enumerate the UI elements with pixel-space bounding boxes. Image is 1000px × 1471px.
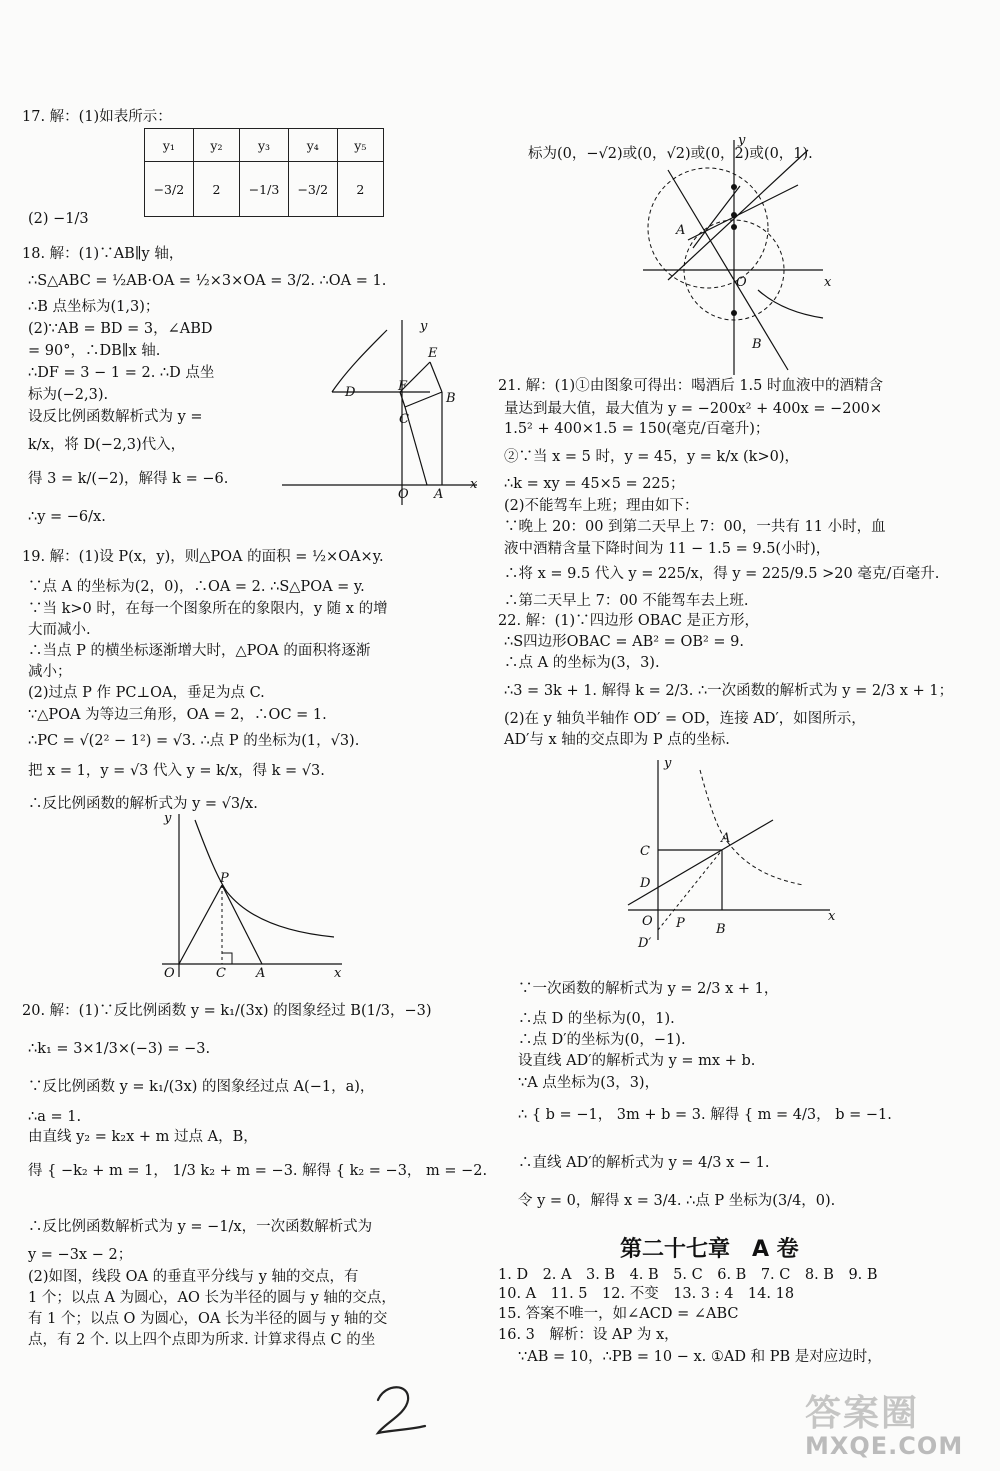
fig20-label: y [738, 133, 746, 148]
p18-line: (2)∵AB = BD = 3，∠ABD [28, 321, 213, 337]
p18-line: k/x，将 D(−2,3)代入， [28, 437, 186, 453]
value-table [144, 128, 384, 217]
p20-line: 有 1 个；以点 O 为圆心，OA 长为半径的圆与 y 轴的交 [28, 1311, 388, 1327]
p22-cont-line: ∴点 D 的坐标为(0，1). [518, 1011, 675, 1027]
p19-line: 19. 解：(1)设 P(x，y)，则△POA 的面积 = ½×OA×y. [22, 549, 384, 565]
handwritten-page-number [370, 1378, 430, 1438]
p22-line: AD′与 x 轴的交点即为 P 点的坐标. [504, 732, 730, 748]
handwritten-2-icon [370, 1378, 430, 1438]
p21-line: 量达到最大值，最大值为 y = −200x² + 400x = −200× [504, 401, 883, 417]
table-cell: −1/3 [240, 162, 289, 217]
p18-line: 设反比例函数解析式为 y = [28, 409, 203, 425]
p22-cont-line: ∵一次函数的解析式为 y = 2/3 x + 1， [518, 981, 779, 997]
p21-line: ∴k = xy = 45×5 = 225； [504, 476, 685, 492]
p18-line: 标为(−2,3). [28, 387, 109, 403]
fig18-label: D [345, 385, 356, 400]
p20-line: ∴k₁ = 3×1/3×(−3) = −3. [28, 1041, 211, 1057]
answer-line: ∵AB = 10，∴PB = 10 − x. ①AD 和 PB 是对应边时， [518, 1349, 882, 1365]
p20-continuation: 标为(0，−√2)或(0，√2)或(0，2)或(0，1). [528, 146, 813, 162]
table-cell: 2 [193, 162, 239, 217]
p20-line: (2)如图，线段 OA 的垂直平分线与 y 轴的交点，有 [28, 1269, 359, 1285]
p19-line: ∴反比例函数的解析式为 y = √3/x. [28, 796, 258, 812]
p18-line: 得 3 = k/(−2)，解得 k = −6. [28, 471, 229, 487]
p20-line: 由直线 y₂ = k₂x + m 过点 A，B， [28, 1129, 258, 1145]
answer-line: 10. A 11. 5 12. 不变 13. 3 : 4 14. 18 [498, 1286, 795, 1302]
p18-line: ∴B 点坐标为(1,3)； [28, 299, 160, 315]
fig18-label: x [470, 477, 478, 492]
watermark-logo: 答案圈 [805, 1393, 920, 1434]
fig19-label: O [164, 966, 175, 981]
fig19-label: C [216, 966, 226, 981]
fig18-label: F [398, 379, 408, 394]
p19-line: ∵△POA 为等边三角形，OA = 2，∴OC = 1. [28, 707, 327, 723]
p18-line: 18. 解：(1)∵AB∥y 轴， [22, 246, 184, 262]
fig22-label: x [828, 909, 836, 924]
p19-line: ∵当 k>0 时，在每一个图象所在的象限内，y 随 x 的增 [28, 601, 388, 617]
p22-line: (2)在 y 轴负半轴作 OD′ = OD，连接 AD′，如图所示， [504, 711, 866, 727]
fig19-label: A [256, 966, 266, 981]
problem-17-part2: (2) −1/3 [28, 211, 89, 227]
p18-line: ∴DF = 3 − 1 = 2. ∴D 点坐 [28, 365, 215, 381]
fig18-label: O [398, 487, 409, 502]
p22-line: ∴点 A 的坐标为(3，3). [504, 655, 660, 671]
fig19-label: y [164, 811, 172, 826]
p20-line: 20. 解：(1)∵反比例函数 y = k₁/(3x) 的图象经过 B(1/3，−3) [22, 1003, 432, 1019]
table-header: y₂ [193, 129, 239, 162]
p22-cont-line: ∴直线 AD′的解析式为 y = 4/3 x − 1. [518, 1155, 770, 1171]
p19-line: ∵点 A 的坐标为(2，0)，∴OA = 2. ∴S△POA = y. [28, 579, 365, 595]
fig22-label: A [721, 831, 731, 846]
fig20-label: B [752, 337, 762, 352]
fig20-label: x [824, 275, 832, 290]
p19-line: 减小； [28, 664, 72, 680]
table-cell: −3/2 [145, 162, 194, 217]
p21-line: ②∵当 x = 5 时，y = 45，y = k/x (k>0)， [504, 449, 799, 465]
fig18-label: y [420, 319, 428, 334]
p19-line: ∴PC = √(2² − 1²) = √3. ∴点 P 的坐标为(1，√3). [28, 733, 360, 749]
fig22-label: y [664, 756, 672, 771]
figure-18 [282, 320, 482, 510]
fig19-label: x [334, 966, 342, 981]
p22-line: 22. 解：(1)∵四边形 OBAC 是正方形， [498, 613, 760, 629]
p21-line: 1.5² + 400×1.5 = 150(毫克/百毫升)； [504, 421, 770, 437]
table-header: y₅ [337, 129, 383, 162]
fig18-label: E [428, 346, 438, 361]
fig20-label: O [736, 275, 747, 290]
fig22-label: P [676, 916, 685, 931]
p20-line: ∴a = 1. [28, 1109, 82, 1125]
table-header: y₄ [288, 129, 337, 162]
p19-line: (2)过点 P 作 PC⊥OA，垂足为点 C. [28, 685, 265, 701]
p22-cont-line: ∴点 D′的坐标为(0，−1). [518, 1032, 686, 1048]
table-cell: −3/2 [288, 162, 337, 217]
p22-cont-line: 令 y = 0，解得 x = 3/4. ∴点 P 坐标为(3/4，0). [518, 1193, 836, 1209]
p20-line: y = −3x − 2； [28, 1247, 133, 1263]
p22-cont-line: 设直线 AD′的解析式为 y = mx + b. [518, 1053, 756, 1069]
p22-cont-line: ∴ { b = −1， 3m + b = 3. 解得 { m = 4/3， b = −1. [518, 1107, 892, 1123]
p20-line: ∴反比例函数解析式为 y = −1/x，一次函数解析式为 [28, 1219, 373, 1235]
fig22-label: O [642, 914, 653, 929]
fig22-label: D [640, 876, 651, 891]
p21-line: 液中酒精含量下降时间为 11 − 1.5 = 9.5(小时)， [504, 541, 831, 557]
p18-line: ∴y = −6/x. [28, 509, 106, 525]
figure-20 [638, 130, 848, 380]
p20-line: 得 { −k₂ + m = 1， 1/3 k₂ + m = −3. 解得 { k₂ = −3， m = −2. [28, 1163, 488, 1179]
problem-17-title: 17. 解：(1)如表所示： [22, 109, 172, 125]
table-cell: 2 [337, 162, 383, 217]
answer-line: 16. 3 解析：设 AP 为 x， [498, 1327, 679, 1343]
p20-line: 点，有 2 个. 以上四个点即为所求. 计算求得点 C 的坐 [28, 1332, 376, 1348]
p20-line: ∵反比例函数 y = k₁/(3x) 的图象经过点 A(−1，a)， [28, 1079, 375, 1095]
fig22-label: B [716, 922, 726, 937]
watermark [805, 1385, 995, 1465]
p21-line: ∴将 x = 9.5 代入 y = 225/x，得 y = 225/9.5 >20 毫克/百毫升. [504, 566, 940, 582]
fig20-label: A [676, 223, 686, 238]
p19-line: 大而减小. [28, 622, 91, 638]
p22-cont-line: ∵A 点坐标为(3，3)， [518, 1075, 660, 1091]
p18-line: = 90°，∴DB∥x 轴. [28, 343, 161, 359]
p22-line: ∴S四边形OBAC = AB² = OB² = 9. [504, 634, 745, 650]
fig18-label: B [446, 391, 456, 406]
p22-line: ∴3 = 3k + 1. 解得 k = 2/3. ∴一次函数的解析式为 y = 2/3 x + 1； [504, 683, 954, 699]
fig18-label: C [399, 412, 409, 427]
table-header: y₁ [145, 129, 194, 162]
p19-line: 把 x = 1，y = √3 代入 y = k/x，得 k = √3. [28, 763, 325, 779]
p21-line: ∵晚上 20：00 到第二天早上 7：00，一共有 11 小时，血 [504, 519, 886, 535]
answer-line: 1. D 2. A 3. B 4. B 5. C 6. B 7. C 8. B 9. B [498, 1267, 878, 1283]
fig19-label: P [220, 871, 229, 886]
figure-19 [152, 812, 352, 982]
chapter-heading: 第二十七章 A 卷 [620, 1237, 799, 1262]
p21-line: (2)不能驾车上班；理由如下： [504, 498, 699, 514]
fig22-label: D′ [638, 936, 652, 951]
p20-line: 1 个；以点 A 为圆心，AO 长为半径的圆与 y 轴的交点， [28, 1290, 396, 1306]
watermark-url: MXQE.COM [805, 1432, 964, 1460]
fig18-label: A [434, 487, 444, 502]
p19-line: ∴当点 P 的横坐标逐渐增大时，△POA 的面积将逐渐 [28, 643, 371, 659]
table-header: y₃ [240, 129, 289, 162]
figure-22 [618, 755, 848, 955]
p18-line: ∴S△ABC = ½AB·OA = ½×3×OA = 3/2. ∴OA = 1. [28, 273, 387, 289]
p21-line: ∴第二天早上 7：00 不能驾车去上班. [504, 593, 749, 609]
answer-line: 15. 答案不唯一，如∠ACD = ∠ABC [498, 1306, 739, 1322]
p21-line: 21. 解：(1)①由图象可得出：喝酒后 1.5 时血液中的酒精含 [498, 378, 883, 394]
fig22-label: C [640, 844, 650, 859]
